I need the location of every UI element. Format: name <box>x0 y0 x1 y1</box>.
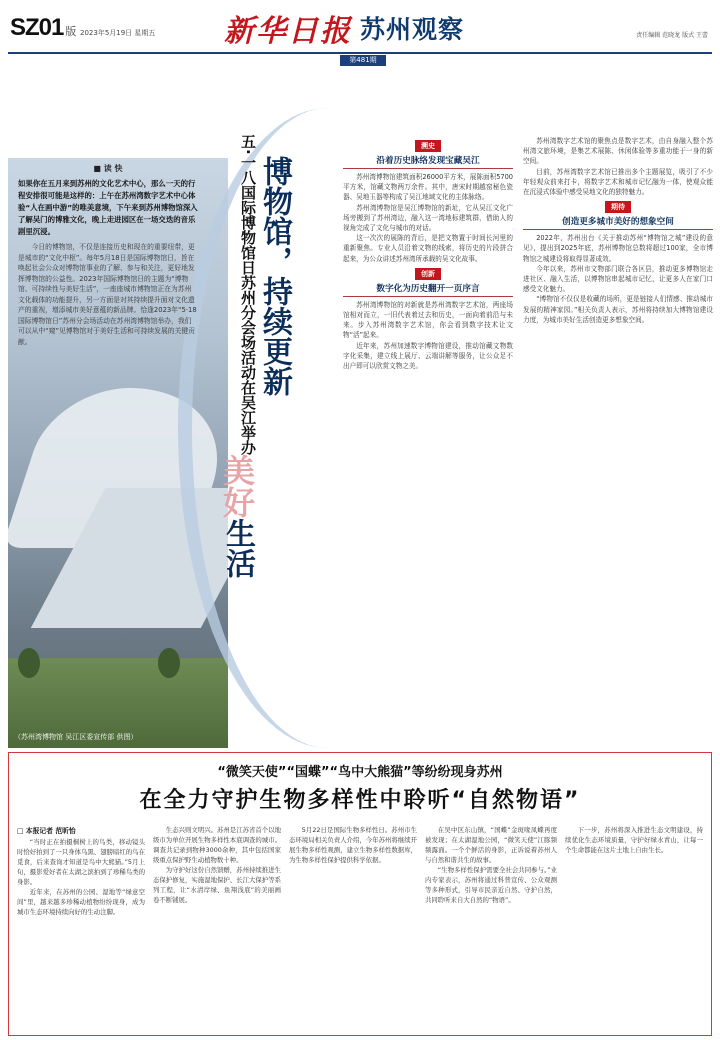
photo-caption: （苏州湾博物馆 吴江区委宣传部 供图） <box>14 733 138 741</box>
paragraph: 2022年，苏州出台《关于推动苏州“博物馆之城”建设的意见》，提出到2025年底，苏州博物馆总数将超过100家，全市博物馆之城建设将取得显著成效。 <box>523 234 713 263</box>
section-tag: 溯史 <box>415 140 441 152</box>
paragraph: 生态兴则文明兴。苏州是江苏省首个以地级市为单位开展生物多样性本底调查的城市。调查共记录到物种3000余种，其中包括国家级重点保护野生动植物数十种。 <box>153 826 281 864</box>
headline-life: 生活 <box>220 518 255 578</box>
headline-beauty: 美好 <box>218 454 256 518</box>
subsection-title: 沿着历史脉络发现宝藏吴江 <box>343 154 513 169</box>
paragraph: 苏州湾博物馆建筑面积26000平方米，展陈面积5700平方米，馆藏文物两万余件。其中，唐宋时期越窑秘色瓷器、吴地玉器等构成了吴江地域文化的主体脉络。 <box>343 173 513 202</box>
editor-credits: 责任编辑 范晓龙 版式 王蕾 <box>636 32 708 39</box>
paragraph: 苏州湾博物馆的对新就是苏州湾数字艺术馆，两座场馆相对而立，一旧代表着过去和历史，一面向着前沿与未来。步入苏州湾数字艺术馆，你会看到数字技术让文物“活”起来。 <box>343 300 513 340</box>
feature-column-middle <box>343 136 513 756</box>
story-headline: 在全力守护生物多样性中聆听“自然物语” <box>139 788 581 813</box>
newspaper-logo: 新华日报 <box>224 14 352 49</box>
story-column <box>153 825 281 1030</box>
paragraph: “生物多样性保护需要全社会共同参与。”业内专家表示，苏州将通过科普宣传、公众观测等多种形式，引导市民亲近自然、守护自然，共同聆听来自大自然的“物语”。 <box>425 866 557 904</box>
paragraph: 近年来，在苏州的公园、湿地等“绿意空间”里，越来越多珍稀动植物纷纷现身，成为城市生态环境持续向好的生动注脚。 <box>17 888 145 916</box>
paragraph: “博物馆不仅仅是收藏的场所，更是链接人们情感、推动城市发展的精神家园。”相关负责人表示，苏州将持续加大博物馆建设力度，为城市美好生活创造更多想象空间。 <box>523 295 713 324</box>
section-tag: 创新 <box>415 268 441 280</box>
masthead <box>0 0 720 64</box>
dateline: 2023年5月19日 星期五 <box>80 29 156 37</box>
issue-badge: 第481期 <box>340 55 386 66</box>
paragraph: 在吴中区东山镇，“国蝶”金斑喙凤蝶再度被发现；在太湖湿地公园，“微笑天使”江豚频频露面。一个个鲜活的身影，正诉说着苏州人与自然和谐共生的故事。 <box>425 826 557 864</box>
feature-headline-tail <box>220 454 254 578</box>
paragraph: 这一次次的展陈的背后，是把文物置于时间长河里的重新聚焦。专业人员沿着文物的线索，将历史的片段拼合起来，为公众讲述苏州湾所承载的吴文化故事。 <box>343 234 513 263</box>
section-title: 苏州观察 <box>360 15 465 44</box>
paragraph: 下一步，苏州将深入推进生态文明建设，持续优化生态环境质量，守护好绿水青山，让每一个生命都能在这片土地上自由生长。 <box>565 826 703 854</box>
masthead-rule <box>8 52 712 54</box>
subsection-title: 创造更多城市美好的想象空间 <box>523 215 713 230</box>
paragraph: 近年来，苏州加速数字博物馆建设，推动馆藏文物数字化采集，建立线上展厅、云端讲解等服务，让公众足不出户即可以欣赏文物之美。 <box>343 341 513 371</box>
page-number: SZ01 版 <box>10 14 76 41</box>
intro-body: 今日的博物馆，不仅是连接历史和现在的重要纽带，更是城市的“文化中枢”。每年5月18日是国际博物馆日，旨在唤起社会公众对博物馆事业的了解、参与和关注，更好地发挥博物馆的公益性。2023年国际博物馆日的主题为“博物馆、可持续性与美好生活”，一座座城市博物馆正在为苏州文化载体的功能提升，另一方面是对其持续提升面对文化遗产的重视，增添城市美好意蕴的新品牌。恰逢2023年“5·18国际博物馆日”苏州分会场活动在苏州湾博物馆举办，我们可以从中“窥”见博物馆对于美好生活和可持续发展的关键贡献。 <box>18 243 197 346</box>
paragraph: 苏州湾博物馆是吴江博物馆的新址，它从吴江文化广场旁搬到了苏州湾边，融入这一湾地标建筑群，借助人的视角完成了文化与城市的对话。 <box>343 203 513 233</box>
paragraph: 目前，苏州湾数字艺术馆已推出多个主题展览，吸引了不少年轻观众前来打卡，将数字艺术和城市记忆融为一体，使观众能在沉浸式体验中感受吴地文化的独特魅力。 <box>523 167 713 197</box>
story-column <box>17 825 145 1030</box>
paragraph: 今年以来，苏州市文物部门联合各区县，推动更多博物馆走进社区、融入生活，以博物馆串起城市记忆，让更多人在家门口感受文化魅力。 <box>523 264 713 294</box>
paragraph: “当时正在拍摄桐树上的鸟类，移动镜头时恰好拍到了一只身体乌黑、翅膀暗红的鸟在觅食，后来查询才知道是鸟中大熊猫。”5月上旬，摄影爱好者在太湖之滨拍到了珍稀鸟类的身影。 <box>17 838 145 886</box>
photo-tree <box>158 648 180 678</box>
feature-story <box>8 68 712 748</box>
section-tag: 期待 <box>605 201 631 213</box>
story-column <box>565 825 703 1030</box>
biodiversity-story <box>8 752 712 1036</box>
intro-heading: ■ 读 快 <box>93 164 123 173</box>
byline: □ 本报记者 范昕怡 <box>17 827 76 835</box>
paragraph: 为守护好这份自然馈赠，苏州持续推进生态保护修复，实施湿地保护、长江大保护等系列工程，让“水清岸绿、鱼翔浅底”的美丽画卷不断铺展。 <box>153 866 281 904</box>
story-column <box>289 825 417 1030</box>
feature-headline: 博物馆，持续更新 <box>257 156 292 396</box>
paragraph: 5月22日是国际生物多样性日。苏州市生态环境局相关负责人介绍，今年苏州将继续开展生物多样性观测，建立生物多样性数据库，为生物多样性保护提供科学依据。 <box>289 826 417 864</box>
photo-tree <box>18 648 40 678</box>
intro-lead: 如果你在五月来到苏州的文化艺术中心，那么一天的行程安排很可能是这样的：上午在苏州湾数字艺术中心体验“人在画中游”的唯美意境，下午来到苏州博物馆深入了解吴门的博雅文化，晚上走进园区在一场交迭的音乐剧里沉浸。 <box>18 179 198 236</box>
feature-column-right <box>523 136 713 756</box>
story-column <box>425 825 557 1030</box>
subsection-title: 数字化为历史翻开一页序言 <box>343 282 513 297</box>
intro-summary <box>18 163 198 347</box>
story-kicker: “微笑天使”“国蝶”“鸟中大熊猫”等纷纷现身苏州 <box>217 765 503 780</box>
paragraph: 苏州湾数字艺术馆的聚焦点是数字艺术，由自身融入整个苏州湾文旅环境，是集艺术展陈、休闲体验等多重功能于一身的新空间。 <box>523 137 713 166</box>
feature-deck: 五·一八国际博物馆日苏州分会场活动在吴江举办 <box>239 134 257 455</box>
